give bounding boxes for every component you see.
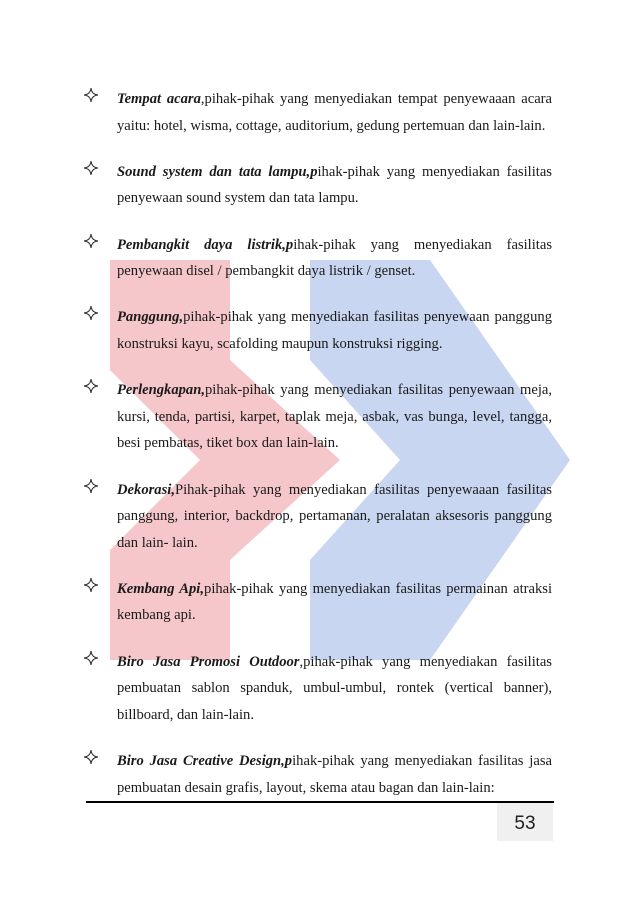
item-description: ihak-pihak yang menyediakan fasilitas penyewaan disel / pembangkit daya listrik / genset. [117, 236, 552, 280]
item-description: ihak-pihak yang menyediakan fasilitas jasa pembuatan desain grafis, layout, skema atau bagan dan lain-lain: [117, 753, 552, 796]
item-description: ihak-pihak yang menyediakan fasilitas penyewaan sound system dan tata lampu. [117, 163, 552, 207]
list-item-text [117, 649, 552, 729]
item-description: pihak-pihak yang menyediakan fasilitas penyewaan meja, kursi, tenda, partisi, karpet, taplak meja, asbak, vas bunga, level, tangga, besi pembatas, tiket box dan lain-lain. [117, 382, 552, 452]
item-title: Panggung, [117, 309, 184, 326]
diamond-bullet-icon [84, 88, 98, 102]
item-description: pihak-pihak yang menyediakan fasilitas penyewaan panggung konstruksi kayu, scafolding maupun konstruksi rigging. [117, 309, 552, 352]
item-title: Tempat acara [117, 91, 201, 107]
diamond-bullet-icon [84, 578, 98, 592]
list-item [84, 86, 552, 139]
item-title: Biro Jasa Creative Design,p [117, 753, 293, 770]
list-item [84, 576, 552, 629]
list-item-text [117, 377, 552, 457]
diamond-bullet-icon [84, 750, 98, 764]
diamond-bullet-icon [84, 651, 98, 665]
list-item [84, 232, 552, 285]
diamond-bullet-icon [84, 379, 98, 393]
item-title: Sound system dan tata lampu,p [117, 163, 318, 180]
diamond-bullet-icon [84, 479, 98, 493]
item-description: ,pihak-pihak yang menyediakan tempat penyewaaan acara yaitu: hotel, wisma, cottage, auditorium, gedung pertemuan dan lain-lain. [117, 91, 553, 134]
item-title: Dekorasi, [117, 481, 175, 498]
list-item [84, 649, 552, 729]
list-item-text [117, 232, 552, 285]
list-item-text [117, 86, 552, 139]
item-title: Kembang Api, [117, 580, 205, 597]
item-title: Biro Jasa Promosi Outdoor [117, 653, 300, 670]
list-item-text [117, 159, 552, 212]
list-item-text [117, 477, 552, 557]
item-title: Pembangkit daya listrik,p [117, 236, 294, 253]
item-description: ,pihak-pihak yang menyediakan fasilitas pembuatan sablon spanduk, umbul-umbul, rontek (vertical banner), billboard, dan lain-lain. [117, 653, 552, 723]
diamond-bullet-icon [84, 161, 98, 175]
diamond-bullet-icon [84, 234, 98, 248]
bullet-list [84, 86, 552, 821]
item-title: Perlengkapan, [117, 382, 205, 399]
list-item [84, 477, 552, 557]
list-item-text [117, 304, 552, 357]
list-item [84, 159, 552, 212]
list-item-text [117, 748, 552, 801]
list-item [84, 377, 552, 457]
page-number: 53 [497, 803, 553, 841]
diamond-bullet-icon [84, 306, 98, 320]
list-item-text [117, 576, 552, 629]
list-item [84, 304, 552, 357]
list-item [84, 748, 552, 801]
item-description: Pihak-pihak yang menyediakan fasilitas penyewaaan fasilitas panggung, interior, backdrop, pertamanan, peralatan aksesoris panggung dan lain- lain. [117, 481, 552, 551]
item-description: pihak-pihak yang menyediakan fasilitas permainan atraksi kembang api. [117, 580, 552, 624]
